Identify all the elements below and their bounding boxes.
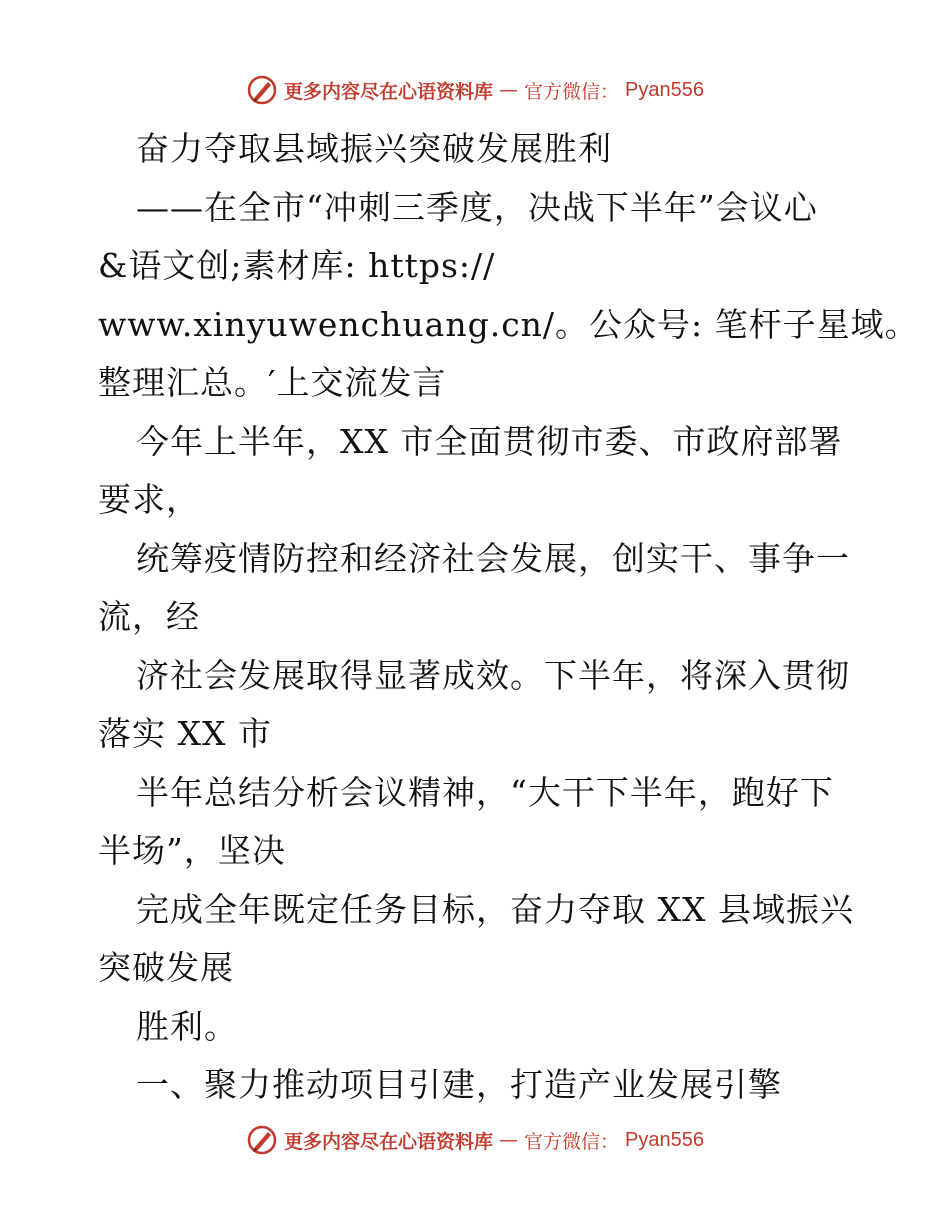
document-paragraph-line: 完成全年既定任务目标，奋力夺取 XX 县域振兴 <box>136 889 854 929</box>
document-paragraph-line: 济社会发展取得显著成效。下半年，将深入贯彻 <box>136 655 850 695</box>
document-paragraph-line: 半年总结分析会议精神，“大干下半年，跑好下 <box>136 772 834 812</box>
footer-brand-text: 更多内容尽在心语资料库 <box>284 1130 494 1153</box>
document-title: 奋力夺取县域振兴突破发展胜利 <box>136 129 612 168</box>
section-heading: 一、聚力推动项目引建，打造产业发展引擎 <box>136 1065 782 1104</box>
header-wechat-label: 官方微信： <box>524 80 620 103</box>
footer-separator: — <box>499 1129 519 1151</box>
document-paragraph-line: 流，经 <box>98 597 200 636</box>
footer-banner <box>0 1120 950 1160</box>
document-line: www.xinyuwenchuang.cn/。公众号: 笔杆子星域。 <box>98 304 919 344</box>
document-paragraph-line: 落实 XX 市 <box>98 714 272 753</box>
document-paragraph-line: 突破发展 <box>98 948 234 987</box>
pen-logo-icon <box>246 1124 278 1156</box>
footer-wechat-id: Pyan556 <box>625 1128 704 1151</box>
document-paragraph-line: 统筹疫情防控和经济社会发展，创实干、事争一 <box>136 538 850 578</box>
header-separator: — <box>499 79 519 101</box>
document-line: 整理汇总。′上交流发言 <box>98 363 447 402</box>
header-wechat-id: Pyan556 <box>625 78 704 101</box>
document-body <box>98 120 919 1115</box>
document-paragraph-line: 半场”，坚决 <box>98 831 286 870</box>
document-line: &语文创;素材库: https:// <box>98 246 496 285</box>
document-paragraph-line: 今年上半年，XX 市全面贯彻市委、市政府部署 <box>136 421 843 461</box>
header-brand-text: 更多内容尽在心语资料库 <box>284 80 494 103</box>
pen-logo-icon <box>246 74 278 106</box>
header-banner <box>0 70 950 110</box>
document-subtitle: ——在全市“冲刺三季度，决战下半年”会议心 <box>136 187 818 227</box>
document-paragraph-line: 要求， <box>98 480 200 519</box>
footer-wechat-label: 官方微信： <box>524 1130 620 1153</box>
document-paragraph-line: 胜利。 <box>136 1006 238 1046</box>
